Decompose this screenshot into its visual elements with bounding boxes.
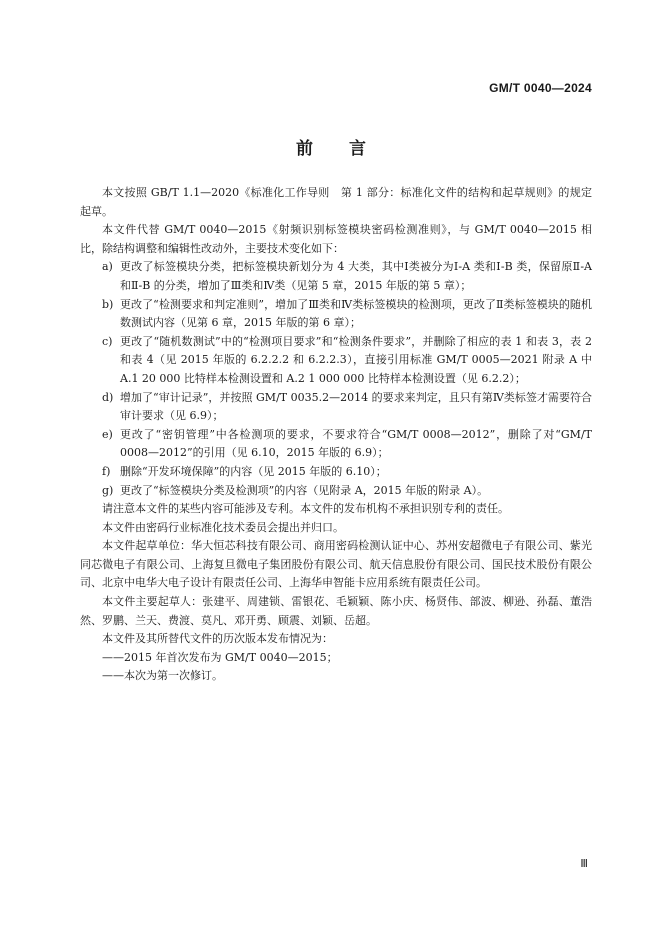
list-item-text: 增加了“审计记录”，并按照 GM/T 0035.2—2014 的要求来判定，且只有第Ⅳ类标签才需要符合审计要求（见 6.9）； [120,390,592,423]
change-list [80,258,592,500]
list-marker: f) [102,464,111,478]
list-item-text: 删除“开发环境保障”的内容（见 2015 年版的 6.10）； [120,464,387,478]
list-marker: d) [102,390,114,404]
list-marker: c) [102,334,113,348]
list-item [80,482,592,501]
list-item [80,426,592,463]
list-item [80,389,592,426]
list-item [80,296,592,333]
list-marker: b) [102,297,114,311]
page-number: Ⅲ [580,858,588,870]
list-item-text: 更改了“标签模块分类及检测项”的内容（见附录 A，2015 年版的附录 A）。 [120,483,489,497]
document-body [80,184,592,686]
page-title: 前言 [296,139,402,159]
list-item-text: 更改了“检测要求和判定准则”，增加了Ⅲ类和Ⅳ类标签模块的检测项，更改了Ⅱ类标签模块的随机数测试内容（见第 6 章，2015 年版的第 6 章）； [120,297,592,330]
intro-paragraph: 本文件代替 GM/T 0040—2015《射频识别标签模块密码检测准则》，与 GM/T 0040—2015 相比，除结构调整和编辑性改动外，主要技术变化如下： [80,223,592,255]
list-item-text: 更改了“随机数测试”中的“检测项目要求”和“检测条件要求”，并删除了相应的表 1 和表 3，表 2 和表 4（见 2015 年版的 6.2.2.2 和 6.2.2.3），直接引用标准 GM/T 0005—2021 附录 A 中 A.1 20 000 比特样本检测设置和 A.2 1 000 000 比特样本检测设置（见 6.2.2）； [120,334,592,385]
committee-statement: 本文件由密码行业标准化技术委员会提出并归口。 [102,520,344,534]
list-item [80,258,592,295]
history-item: ——本次为第一次修订。 [102,669,223,683]
history-item: ——2015 年首次发布为 GM/T 0040—2015； [102,650,338,664]
list-marker: e) [102,427,113,441]
list-item-text: 更改了标签模块分类，把标签模块新划分为 4 大类，其中Ⅰ类被分为Ⅰ-A 类和Ⅰ-B 类，保留原Ⅱ-A 和Ⅱ-B 的分类，增加了Ⅲ类和Ⅳ类（见第 5 章，2015 年版的第 5 章）； [120,260,592,292]
list-marker: a) [102,260,113,274]
list-item [80,333,592,389]
list-marker: g) [102,483,114,497]
drafting-organizations: 本文件起草单位：华大恒芯科技有限公司、商用密码检测认证中心、苏州安超微电子有限公司、紫光同芯微电子有限公司、上海复旦微电子集团股份有限公司、航天信息股份有限公司、国民技术股份有限公司、北京中电华大电子设计有限责任公司、上海华申智能卡应用系统有限责任公司。 [80,539,592,590]
document-code: GM/T 0040—2024 [489,81,592,95]
drafters: 本文件主要起草人：张建平、周建锁、雷银花、毛颖颖、陈小庆、杨贤伟、部波、柳逊、孙磊、董浩然、罗鹏、兰天、费渡、莫凡、邓开勇、顾震、刘颖、岳超。 [80,595,592,627]
intro-paragraph: 本文按照 GB/T 1.1—2020《标准化工作导则 第 1 部分：标准化文件的结构和起草规则》的规定起草。 [80,186,592,218]
list-item [80,463,592,482]
history-intro: 本文件及其所替代文件的历次版本发布情况为： [102,632,333,646]
list-item-text: 更改了“密钥管理”中各检测项的要求，不要求符合“GM/T 0008—2012”，删除了对“GM/T 0008—2012”的引用（见 6.10，2015 年版的 6.9）； [120,427,592,460]
patent-notice: 请注意本文件的某些内容可能涉及专利。本文件的发布机构不承担识别专利的责任。 [102,502,509,516]
